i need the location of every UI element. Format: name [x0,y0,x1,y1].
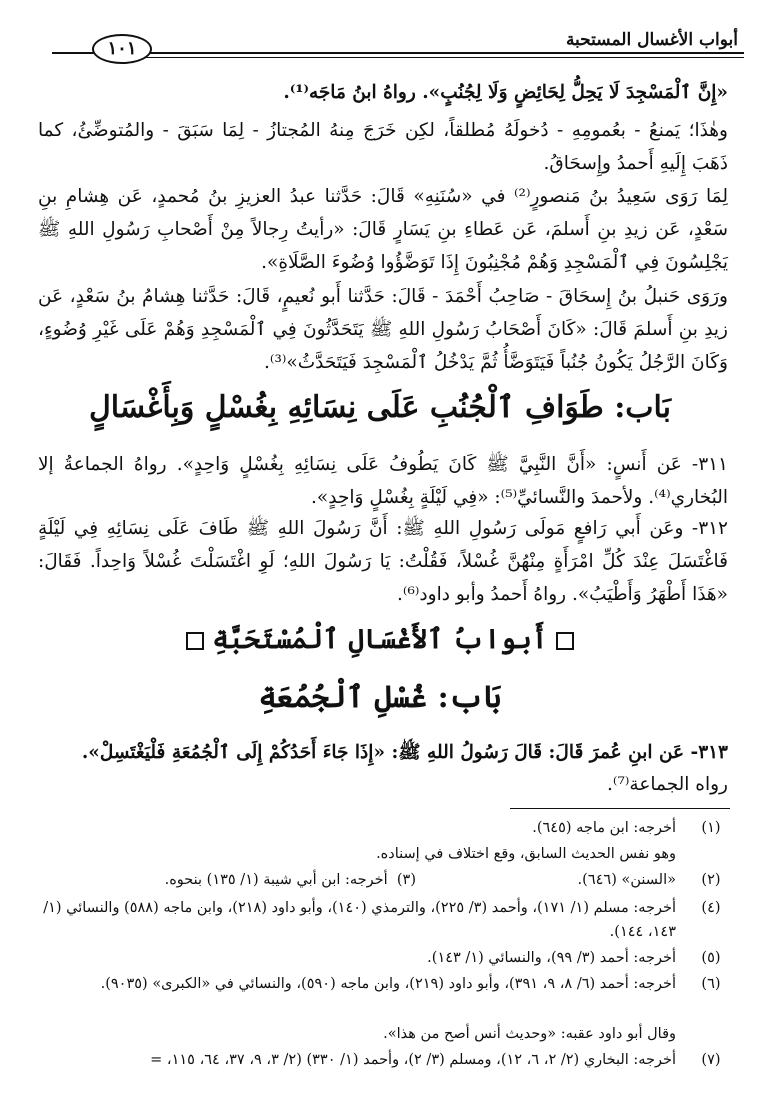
footnote-number: (٥) [701,950,721,966]
footnote-text: أخرجه: البخاري (٢/ ٢، ٦، ١٢)، ومسلم (٣/ ٢)، وأحمد (١/ ٣٣٠) (٢/ ٣، ٩، ٣٧، ٦٤، ١١٥، = [150,1052,676,1068]
footnote-7 [28,1048,728,1072]
footnote-number: (٦) [701,976,721,992]
footnote-6 [28,972,728,996]
footnote-separator [510,808,730,809]
square-ornament-icon [186,632,204,650]
footnote-4 [28,896,728,944]
footnote-text: أخرجه: مسلم (١/ ١٧١)، وأحمد (٣/ ٢٢٥)، والترمذي (١٤٠)، وأبو داود (٢١٨)، وابن ماجه (٥٨٨) والنسائي (١/ ١٤٣، ١٤٤). [43,900,676,940]
footnote-text: أخرجه: ابن أبي شيبة (١/ ١٣٥) بنحوه. [164,872,388,888]
footnote-text: أخرجه: أحمد (٣/ ٩٩)، والنسائي (١/ ١٤٣). [427,950,676,966]
footnote-number: (٧) [701,1052,721,1068]
paragraph-hadith-quote: «إِنَّ ٱلْمَسْجِدَ لَا يَحِلُّ لِحَائِضٍ وَلَا لِجُنُبٍ». رواهُ ابنُ مَاجَه⁽¹⁾. [283,82,728,103]
footnote-5 [28,946,728,970]
chapter-heading-jumuah: بَاب: غُسْلِ ٱلْجُمُعَةِ [258,680,502,715]
footnote-number: (٤) [701,900,721,916]
footnote-2-3 [28,868,728,892]
chapter-heading-junub: بَاب: طَوَافِ ٱلْجُنُبِ عَلَى نِسَائِهِ بِغُسْلٍ وَبِأَغْسَالٍ [88,390,672,425]
footnote-text: أخرجه: أحمد (٦/ ٨، ٩، ٣٩١)، وأبو داود (٢١٩)، وابن ماجه (٥٩٠)، والنسائي في «الكبرى» (٩٠٣٥). [100,976,676,992]
page-header [52,28,744,62]
footnote-1-note [28,842,728,866]
section-heading [0,624,760,655]
footnote-text: «السنن» (٦٤٦). [577,872,676,888]
running-title: أبواب الأغسال المستحبة [565,30,738,50]
hadith-311: ٣١١- عَن أَنسٍ: «أَنَّ النَّبِيَّ ﷺ كَانَ يَطُوفُ عَلَى نِسَائِهِ بِغُسْلٍ وَاحِدٍ». رواهُ الجماعةُ إلا البُخاري⁽⁴⁾. ولأحمدَ والنَّسائيِّ⁽⁵⁾: «فِي لَيْلَةٍ بِغُسْلٍ وَاحِدٍ». [38,454,728,508]
footnote-6-note [28,1022,728,1046]
footnote-text: وقال أبو داود عقبه: «وحديث أنس أصح من هذا». [383,1026,676,1042]
hadith-313-attribution: رواه الجماعة⁽⁷⁾. [607,774,728,795]
header-rule [112,52,744,54]
paragraph-saeed-narration: لِمَا رَوَى سَعِيدُ بنُ مَنصورٍ⁽²⁾ في «سُنَنِهِ» قَالَ: حَدَّثنا عبدُ العزيزِ بنُ مُحمدٍ، عَن هِشامِ بنِ سَعْدٍ، عَن زيدِ بنِ أَسلمَ، عَن عَطاءِ بنِ يَسَارٍ قَالَ: «رأيتُ رِجالاً مِنْ أَصْحابِ رَسُولِ اللهِ ﷺ يَجْلِسُونَ فِي ٱلْمَسْجِدِ وَهُمْ مُجْنِبُونَ إِذَا تَوَضَّؤُوا وُضُوءَ الصَّلَاةِ». [38,186,728,273]
footnote-number: (١) [701,820,721,836]
paragraph-commentary: وهٰذَا؛ يَمنعُ - بعُمومِهِ - دُخولَهُ مُطلقاً، لكِن خَرَجَ مِنهُ المُجتازُ - لِمَا سَبَقَ - والمُتوضِّئُ، كما ذَهَبَ إِلَيهِ أَحمدُ وإِسحَاقُ. [38,120,728,174]
footnote-number: (٣) [396,872,416,888]
page-number: ١٠١ [92,34,152,64]
paragraph-hanbal-narration: ورَوَى حَنبلُ بنُ إِسحَاقَ - صَاحِبُ أَحْمَدَ - قَالَ: حَدَّثنا أَبو نُعيمٍ، قَالَ: حَدَّثنا هِشامُ بنُ سَعْدٍ، عَن زيدِ بنِ أَسلمَ قَالَ: «كَانَ أَصْحَابُ رَسُولِ اللهِ ﷺ يَتَحَدَّثُونَ فِي ٱلْمَسْجِدِ وَهُمْ عَلَى غَيْرِ وُضُوءٍ، وَكَانَ الرَّجُلُ يَكُونُ جُنُباً فَيَتَوَضَّأُ ثُمَّ يَدْخُلُ ٱلْمَسْجِدَ فَيَتَحَدَّثُ»⁽³⁾. [38,286,728,373]
page-number-tail [52,52,96,54]
hadith-313: ٣١٣- عَن ابنِ عُمرَ قَالَ: قَالَ رَسُولُ اللهِ ﷺ: «إِذَا جَاءَ أَحَدُكُمْ إِلَى ٱلْجُمُعَةِ فَلْيَغْتَسِلْ». [81,742,728,763]
square-ornament-icon [556,632,574,650]
footnote-text: أخرجه: ابن ماجه (٦٤٥). [532,820,676,836]
header-rule-thin [112,57,744,58]
hadith-312: ٣١٢- وعَن أَبي رَافعٍ مَولَى رَسُولِ اللهِ ﷺ: أَنَّ رَسُولَ اللهِ ﷺ طَافَ عَلَى نِسَائِهِ فِي لَيْلَةٍ فَاغْتَسَلَ عِنْدَ كُلِّ امْرَأَةٍ مِنْهُنَّ غُسْلاً، فَقُلْتُ: يَا رَسُولَ اللهِ؛ لَوِ اغْتَسَلْتَ غُسْلاً وَاحِداً. فَقَالَ: «هَذَا أَطْهَرُ وَأَطْيَبُ». رواهُ أَحمدُ وأبو داود⁽⁶⁾. [38,518,728,605]
footnote-1 [28,816,728,840]
footnote-text: وهو نفس الحديث السابق، وقع اختلاف في إسناده. [376,846,676,862]
section-heading-text: أَبوابُ ٱلأَغْسَالِ ٱلْمُسْتَحَبَّةِ [212,624,548,655]
footnote-number: (٢) [701,872,721,888]
